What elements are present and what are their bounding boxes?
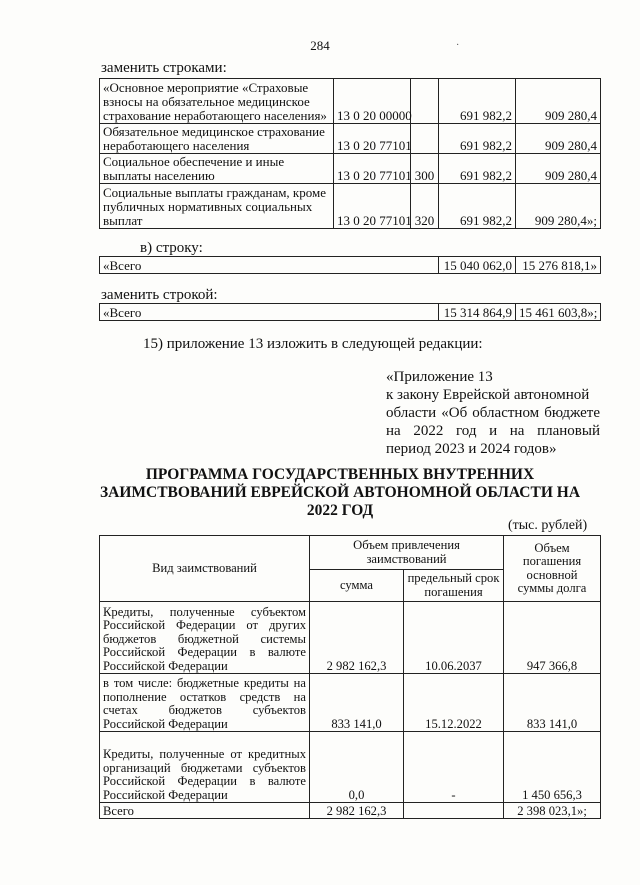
old-row-label: в) строку: <box>140 240 203 256</box>
row-sum: 2 982 162,3 <box>310 803 404 819</box>
table-row <box>100 124 601 154</box>
row-value-2024: 909 280,4 <box>516 124 601 154</box>
row-code: 13 0 20 00000 <box>334 79 411 124</box>
table-row <box>100 184 601 229</box>
row-repayment: 833 141,0 <box>504 674 601 732</box>
table-header-row <box>100 536 601 570</box>
row-repayment: 947 366,8 <box>504 602 601 674</box>
header-borrowing-type: Вид заимствований <box>100 536 310 602</box>
appendix-note-line: период 2023 и 2024 годов» <box>386 441 557 457</box>
page-number: 284 <box>310 38 330 53</box>
row-sum: 833 141,0 <box>310 674 404 732</box>
program-title <box>90 466 590 520</box>
row-text: Всего <box>100 803 310 819</box>
table-row <box>100 602 601 674</box>
row-value-2024: 15 461 603,8»; <box>516 304 601 321</box>
row-value-2023: 691 982,2 <box>439 184 516 229</box>
replace-rows-label: заменить строками: <box>101 60 227 76</box>
paragraph-15: 15) приложение 13 изложить в следующей редакции: <box>143 336 483 352</box>
row-text: Кредиты, полученные субъектом Российской Федерации от других бюджетов бюджетной системы Российской Федерации в валюте Российской Федерации <box>100 602 310 674</box>
row-kvr <box>411 79 439 124</box>
new-total-table <box>99 303 601 321</box>
appendix-note-line: к закону Еврейской автономной <box>386 387 590 403</box>
old-total-table <box>99 256 601 274</box>
replacement-rows-table <box>99 78 601 229</box>
row-value-2023: 691 982,2 <box>439 154 516 184</box>
table-row <box>100 304 601 321</box>
table-row <box>100 732 601 803</box>
table-row <box>100 257 601 274</box>
borrowing-program-table <box>99 535 601 819</box>
row-term: 15.12.2022 <box>404 674 504 732</box>
row-text: «Основное мероприятие «Страховые взносы на обязательное медицинское страхование неработающего населения» <box>100 79 334 124</box>
table-row <box>100 154 601 184</box>
row-value-2023: 15 314 864,9 <box>439 304 516 321</box>
appendix-note-line: области «Об областном бюджете <box>386 405 600 421</box>
row-value-2024: 15 276 818,1» <box>516 257 601 274</box>
program-title-line: ЗАИМСТВОВАНИЙ ЕВРЕЙСКОЙ АВТОНОМНОЙ ОБЛАСТИ НА <box>99 484 581 501</box>
row-repayment: 1 450 656,3 <box>504 732 601 803</box>
row-value-2023: 691 982,2 <box>439 124 516 154</box>
row-term: - <box>404 732 504 803</box>
table-row <box>100 79 601 124</box>
row-term <box>404 803 504 819</box>
row-sum: 0,0 <box>310 732 404 803</box>
table-row <box>100 674 601 732</box>
row-text: Социальные выплаты гражданам, кроме публичных нормативных социальных выплат <box>100 184 334 229</box>
row-term: 10.06.2037 <box>404 602 504 674</box>
replace-row-label: заменить строкой: <box>101 287 218 303</box>
row-value-2024: 909 280,4 <box>516 154 601 184</box>
row-value-2023: 691 982,2 <box>439 79 516 124</box>
row-value-2024: 909 280,4»; <box>516 184 601 229</box>
appendix-note-line: «Приложение 13 <box>386 369 493 385</box>
header-attraction-volume: Объем привлечения заимствований <box>310 536 504 570</box>
row-repayment: 2 398 023,1»; <box>504 803 601 819</box>
appendix-note-line: на 2022 год и на плановый <box>386 423 600 439</box>
row-sum: 2 982 162,3 <box>310 602 404 674</box>
row-code: 13 0 20 77101 <box>334 154 411 184</box>
row-kvr: 320 <box>411 184 439 229</box>
appendix-note <box>386 368 600 458</box>
row-text: Кредиты, полученные от кредитных организаций бюджетами субъектов Российской Федерации в валюте Российской Федерации <box>100 732 310 803</box>
row-value-2024: 909 280,4 <box>516 79 601 124</box>
row-code: 13 0 20 77101 <box>334 124 411 154</box>
units-label: (тыс. рублей) <box>508 518 588 533</box>
program-title-line: 2022 ГОД <box>306 502 374 519</box>
header-repayment-volume: Объем погашения основной суммы долга <box>504 536 601 602</box>
program-title-line: ПРОГРАММА ГОСУДАРСТВЕННЫХ ВНУТРЕННИХ <box>145 466 535 483</box>
scan-speck: · <box>456 40 460 51</box>
row-value-2023: 15 040 062,0 <box>439 257 516 274</box>
row-text: «Всего <box>100 257 439 274</box>
row-text: «Всего <box>100 304 439 321</box>
header-repayment-term: предельный срок погашения <box>404 570 504 602</box>
row-kvr: 300 <box>411 154 439 184</box>
row-code: 13 0 20 77101 <box>334 184 411 229</box>
row-text: Социальное обеспечение и иные выплаты населению <box>100 154 334 184</box>
row-text: в том числе: бюджетные кредиты на пополнение остатков средств на счетах бюджетов субъектов Российской Федерации <box>100 674 310 732</box>
row-text: Обязательное медицинское страхование неработающего населения <box>100 124 334 154</box>
row-kvr <box>411 124 439 154</box>
table-row <box>100 803 601 819</box>
header-sum: сумма <box>310 570 404 602</box>
